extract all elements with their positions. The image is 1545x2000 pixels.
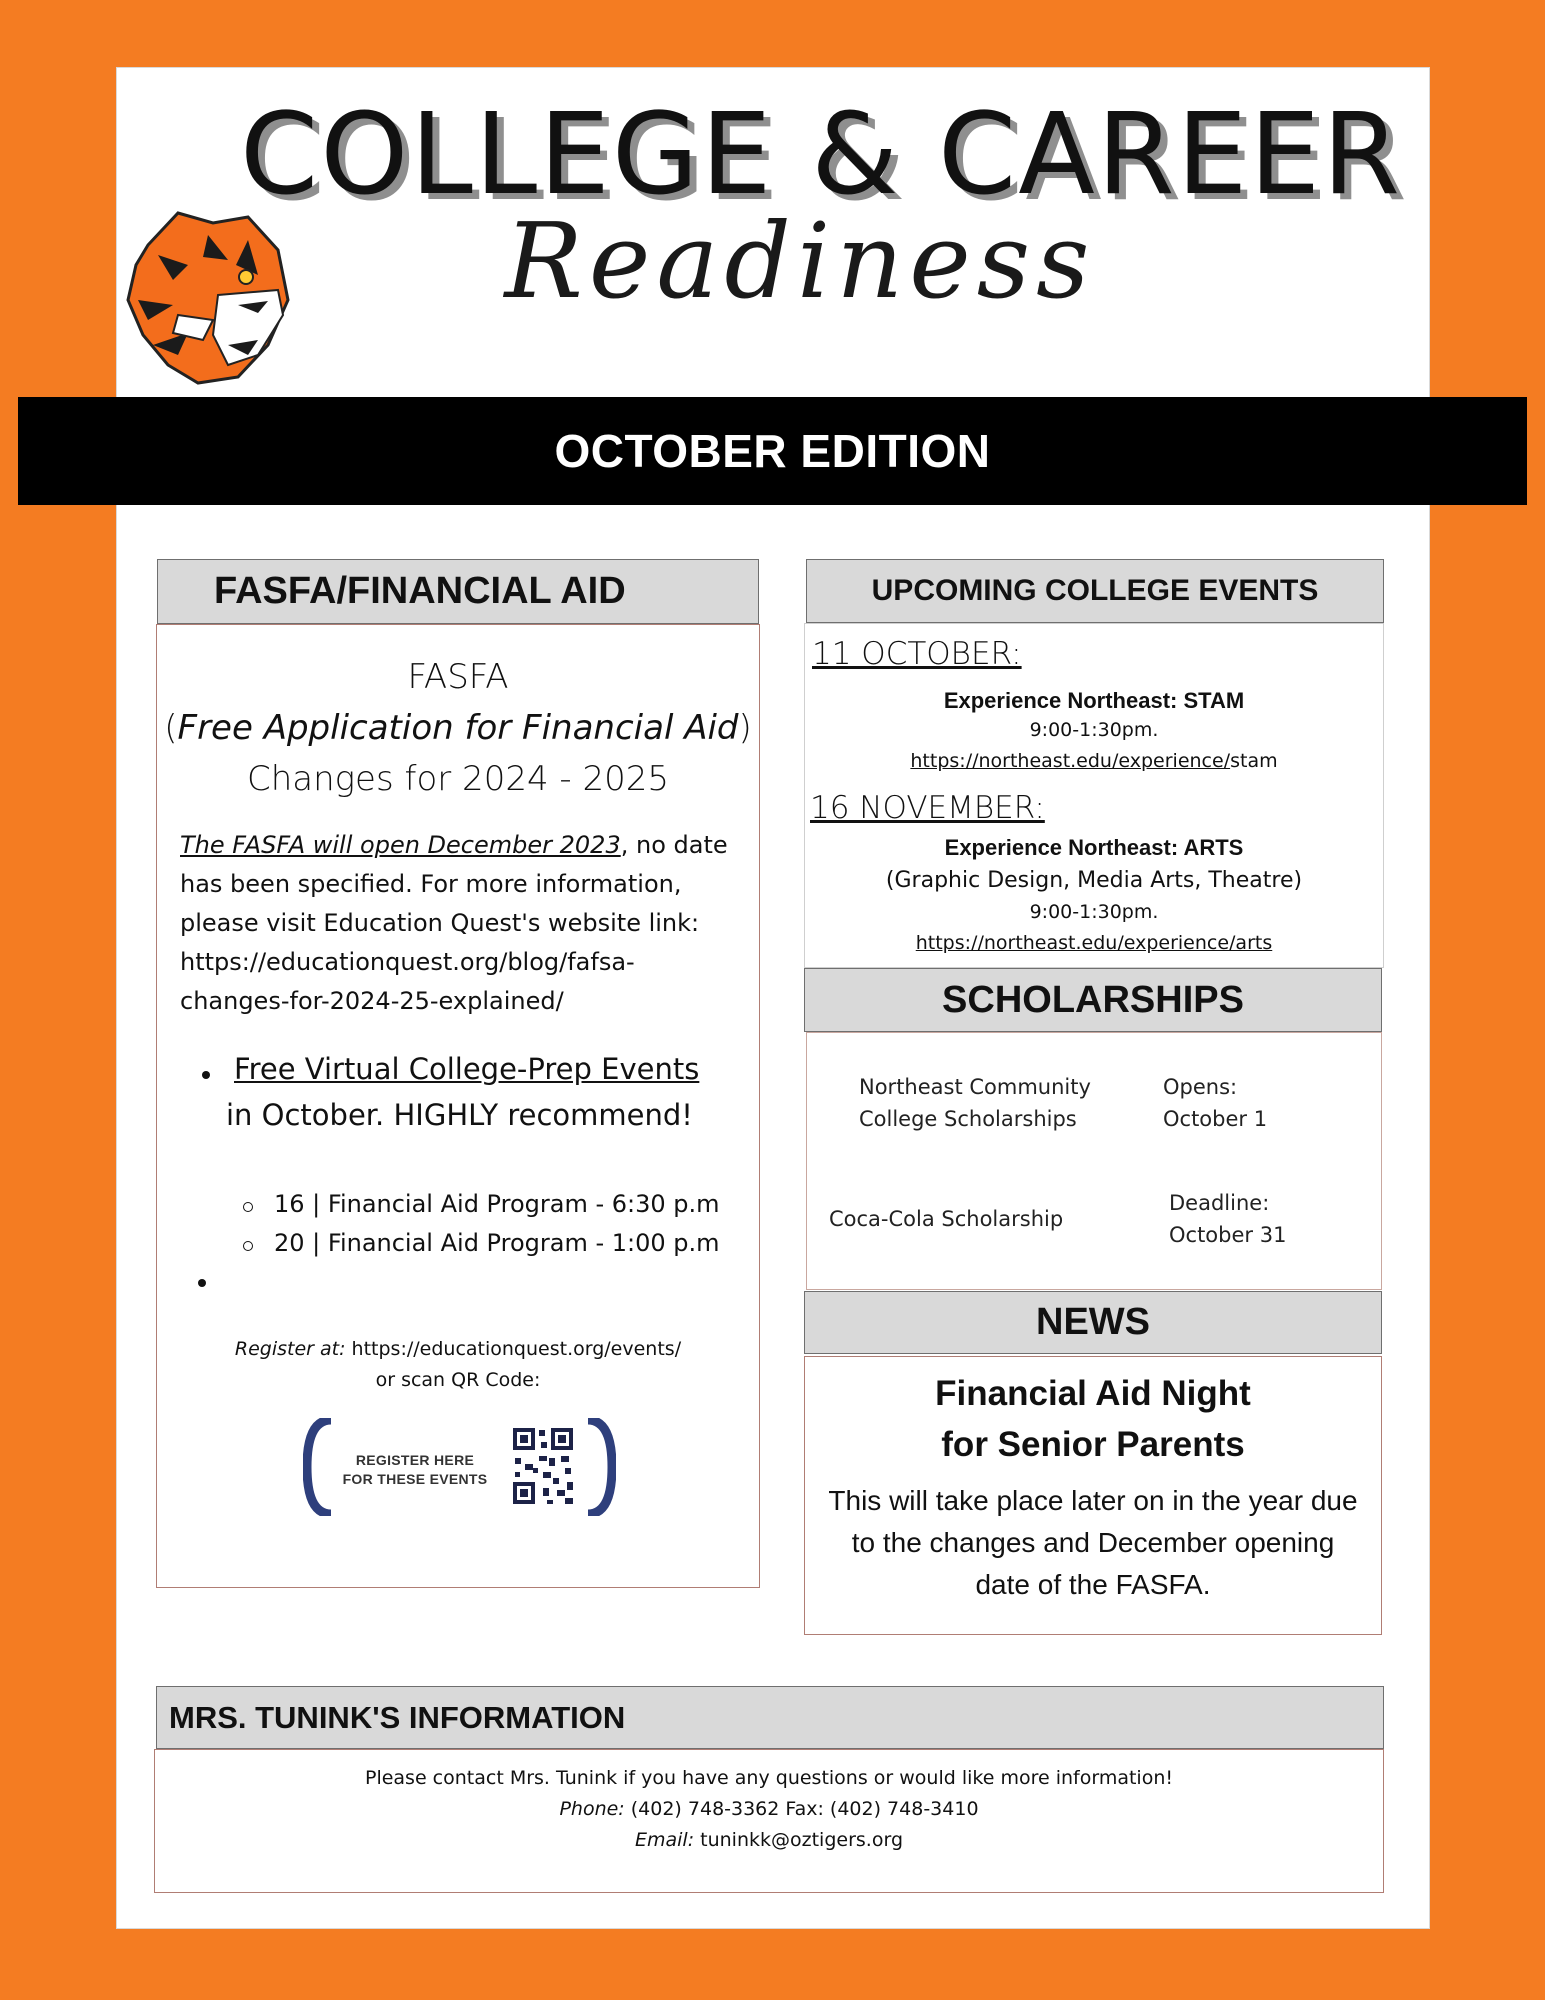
news-title-line2: for Senior Parents xyxy=(941,1425,1245,1464)
qr-text-line1: REGISTER HERE xyxy=(355,1452,475,1468)
news-title xyxy=(804,1368,1382,1470)
tiger-head-icon xyxy=(118,205,308,395)
scholarship-date-value: October 31 xyxy=(1169,1223,1287,1247)
fafsa-open-date-link[interactable]: The FASFA will open December 2023 xyxy=(180,831,621,859)
scholarships-section-heading: SCHOLARSHIPS xyxy=(804,968,1382,1032)
fafsa-section-heading: FASFA/FINANCIAL AID xyxy=(157,559,759,624)
scholarship-name xyxy=(859,1071,1091,1135)
scholarship-name xyxy=(829,1203,1063,1235)
paren-close: ) xyxy=(738,708,752,748)
info-section-heading: MRS. TUNINK'S INFORMATION xyxy=(156,1686,1384,1749)
scholarship-date xyxy=(1169,1187,1286,1251)
scholarship-date-value: October 1 xyxy=(1163,1107,1268,1131)
event-time: 9:00-1:30pm. xyxy=(1029,719,1159,741)
sub-bullet xyxy=(243,1241,253,1251)
event-link[interactable] xyxy=(804,932,1384,954)
fafsa-title-line1: FASFA xyxy=(407,657,509,697)
fafsa-para-line2: has been specified. For more information, xyxy=(180,870,682,898)
register-line2: or scan QR Code: xyxy=(375,1369,541,1391)
register-info xyxy=(156,1334,760,1396)
scholarship-name-line1: Coca-Cola Scholarship xyxy=(829,1207,1064,1231)
fafsa-para-line3: please visit Education Quest's website link: xyxy=(180,909,700,937)
sub-bullet xyxy=(243,1202,253,1212)
contact-phone-line xyxy=(154,1794,1384,1825)
register-url[interactable]: https://educationquest.org/events/ xyxy=(345,1338,682,1360)
email-label: Email: xyxy=(634,1829,695,1851)
contact-email-line xyxy=(154,1825,1384,1856)
news-section-heading: NEWS xyxy=(804,1291,1382,1354)
fax-number: Fax: (402) 748-3410 xyxy=(779,1798,979,1820)
prep-events-link[interactable]: Free Virtual College-Prep Events xyxy=(234,1052,700,1086)
news-body-line2: to the changes and December opening xyxy=(851,1527,1335,1558)
event-date: 16 NOVEMBER: xyxy=(810,790,1045,826)
email-address[interactable]: tuninkk@oztigers.org xyxy=(694,1829,903,1851)
event-name: Experience Northeast: ARTS xyxy=(944,835,1244,860)
fafsa-para-line1: , no date xyxy=(620,831,728,859)
event-subtitle: (Graphic Design, Media Arts, Theatre) xyxy=(885,868,1303,893)
contact-message: Please contact Mrs. Tunink if you have any questions or would like more information! xyxy=(364,1767,1173,1789)
qr-register-text xyxy=(340,1451,490,1489)
scholarship-name-line2: College Scholarships xyxy=(859,1107,1077,1131)
qr-text-line2: FOR THESE EVENTS xyxy=(342,1471,488,1487)
events-section-heading: UPCOMING COLLEGE EVENTS xyxy=(806,559,1384,623)
page-subtitle-script: Readiness xyxy=(504,200,1096,322)
fafsa-url-line2[interactable]: changes-for-2024-25-explained/ xyxy=(180,987,564,1015)
bullet-dot xyxy=(202,1071,210,1079)
fafsa-url-line1[interactable]: https://educationquest.org/blog/fafsa- xyxy=(180,948,635,976)
event-link-url[interactable]: https://northeast.edu/experience/arts xyxy=(915,932,1273,954)
scholarship-date xyxy=(1163,1071,1267,1135)
prep-events-text: in October. HIGHLY recommend! xyxy=(226,1098,693,1132)
fafsa-full-name: Free Application for Financial Aid xyxy=(177,708,739,748)
event-link-suffix[interactable]: stam xyxy=(1230,750,1278,772)
event-date: 11 OCTOBER: xyxy=(812,636,1022,672)
register-label: Register at: xyxy=(234,1338,346,1360)
qr-code-icon xyxy=(513,1428,573,1504)
event-link-url[interactable]: https://northeast.edu/experience/ xyxy=(910,750,1231,772)
page-title: COLLEGE & CAREER xyxy=(240,90,1403,220)
fafsa-title xyxy=(156,652,760,805)
news-body-line3: date of the FASFA. xyxy=(975,1569,1211,1600)
fafsa-title-line3: Changes for 2024 - 2025 xyxy=(246,759,669,799)
news-body xyxy=(804,1480,1382,1606)
phone-label: Phone: xyxy=(559,1798,625,1820)
contact-info xyxy=(154,1763,1384,1856)
news-title-line1: Financial Aid Night xyxy=(935,1374,1251,1413)
sub-event-item: 16 | Financial Aid Program - 6:30 p.m xyxy=(274,1190,720,1218)
edition-banner xyxy=(18,397,1527,505)
scholarship-date-label: Deadline: xyxy=(1169,1191,1270,1215)
scholarship-name-line1: Northeast Community xyxy=(859,1075,1091,1099)
fafsa-title-line2 xyxy=(156,703,760,754)
news-body-line1: This will take place later on in the year due xyxy=(828,1485,1358,1516)
edition-label: OCTOBER EDITION xyxy=(554,425,991,477)
bullet-dot-empty xyxy=(198,1279,206,1287)
event-link[interactable] xyxy=(804,750,1384,772)
event-time: 9:00-1:30pm. xyxy=(1029,901,1159,923)
scholarship-date-label: Opens: xyxy=(1163,1075,1238,1099)
fafsa-paragraph xyxy=(180,826,750,1021)
event-name: Experience Northeast: STAM xyxy=(943,688,1245,713)
paren-open: ( xyxy=(164,708,178,748)
phone-number[interactable]: (402) 748-3362 xyxy=(624,1798,780,1820)
sub-event-item: 20 | Financial Aid Program - 1:00 p.m xyxy=(274,1229,720,1257)
